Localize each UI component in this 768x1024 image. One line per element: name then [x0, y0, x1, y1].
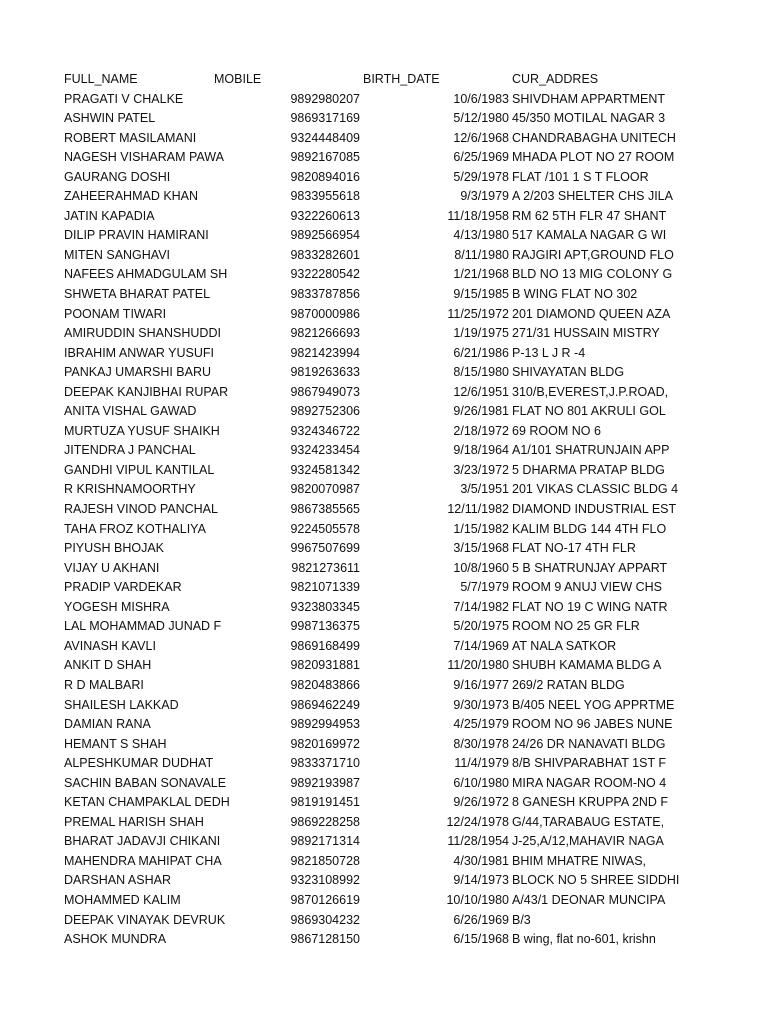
table-row [0, 402, 768, 422]
birth-date-cell: 7/14/1969 [453, 638, 509, 653]
address-cell: 201 VIKAS CLASSIC BLDG 4 [512, 482, 679, 497]
table-row [0, 930, 768, 950]
mobile-cell: 9833371710 [290, 756, 360, 771]
address-cell: 271/31 HUSSAIN MISTRY [512, 326, 660, 341]
full-name-cell: DARSHAN ASHAR [64, 873, 171, 888]
address-cell: AT NALA SATKOR [512, 638, 617, 653]
full-name-cell: RAJESH VINOD PANCHAL [64, 502, 218, 517]
address-cell: A1/101 SHATRUNJAIN APP [512, 443, 670, 458]
mobile-cell: 9833282601 [290, 247, 360, 262]
mobile-cell: 9892994953 [290, 717, 360, 732]
table-row [0, 305, 768, 325]
birth-date-cell: 9/18/1964 [453, 443, 509, 458]
table-row [0, 813, 768, 833]
mobile-cell: 9224505578 [290, 521, 360, 536]
birth-date-cell: 11/20/1980 [447, 658, 509, 673]
table-row [0, 285, 768, 305]
address-cell: BLOCK NO 5 SHREE SIDDHI [512, 873, 680, 888]
full-name-cell: R D MALBARI [64, 677, 144, 692]
address-cell: A 2/203 SHELTER CHS JILA [512, 189, 673, 204]
full-name-cell: ROBERT MASILAMANI [64, 130, 197, 145]
mobile-cell: 9821423994 [290, 345, 360, 360]
table-row [0, 735, 768, 755]
full-name-cell: MITEN SANGHAVI [64, 247, 171, 262]
address-cell: 201 DIAMOND QUEEN AZA [512, 306, 671, 321]
table-row [0, 617, 768, 637]
full-name-cell: JATIN KAPADIA [64, 208, 155, 223]
table-row [0, 871, 768, 891]
table-row [0, 539, 768, 559]
table-row [0, 480, 768, 500]
mobile-cell: 9820894016 [290, 169, 360, 184]
birth-date-cell: 3/15/1968 [453, 541, 509, 556]
address-cell: P-13 L J R -4 [512, 345, 586, 360]
address-cell: SHIVAYATAN BLDG [512, 365, 625, 380]
birth-date-cell: 4/13/1980 [453, 228, 509, 243]
mobile-cell: 9820070987 [290, 482, 360, 497]
full-name-cell: PIYUSH BHOJAK [64, 541, 165, 556]
full-name-cell: PANKAJ UMARSHI BARU [64, 365, 212, 380]
full-name-cell: TAHA FROZ KOTHALIYA [64, 521, 206, 536]
full-name-cell: MAHENDRA MAHIPAT CHA [64, 853, 222, 868]
full-name-cell: AVINASH KAVLI [64, 638, 156, 653]
birth-date-cell: 9/14/1973 [453, 873, 509, 888]
mobile-cell: 9833787856 [290, 287, 360, 302]
birth-date-cell: 3/23/1972 [453, 462, 509, 477]
table-row [0, 656, 768, 676]
address-cell: A/43/1 DEONAR MUNCIPA [512, 892, 666, 907]
table-row [0, 246, 768, 266]
address-cell: B/3 [512, 912, 531, 927]
table-row [0, 676, 768, 696]
mobile-cell: 9324346722 [290, 423, 360, 438]
address-cell: B WING FLAT NO 302 [512, 287, 638, 302]
full-name-cell: ZAHEERAHMAD KHAN [64, 189, 199, 204]
mobile-cell: 9892171314 [290, 834, 360, 849]
full-name-cell: NAGESH VISHARAM PAWA [64, 150, 224, 165]
mobile-cell: 9869317169 [290, 111, 360, 126]
mobile-cell: 9892566954 [290, 228, 360, 243]
birth-date-cell: 8/11/1980 [454, 247, 509, 262]
address-cell: 5 B SHATRUNJAY APPART [512, 560, 668, 575]
full-name-cell: SACHIN BABAN SONAVALE [64, 775, 227, 790]
mobile-cell: 9892193987 [290, 775, 360, 790]
birth-date-cell: 12/6/1951 [453, 384, 509, 399]
birth-date-cell: 9/26/1981 [453, 404, 509, 419]
full-name-cell: MURTUZA YUSUF SHAIKH [64, 423, 220, 438]
mobile-cell: 9323803345 [290, 599, 360, 614]
table-row [0, 168, 768, 188]
birth-date-cell: 3/5/1951 [460, 482, 509, 497]
mobile-cell: 9892980207 [290, 91, 360, 106]
table-row [0, 226, 768, 246]
full-name-cell: MOHAMMED KALIM [64, 892, 181, 907]
birth-date-cell: 6/15/1968 [453, 932, 509, 947]
birth-date-cell: 9/15/1985 [453, 287, 509, 302]
birth-date-cell: 6/21/1986 [453, 345, 509, 360]
header-birth-date: BIRTH_DATE [363, 72, 440, 86]
full-name-cell: YOGESH MISHRA [64, 599, 170, 614]
mobile-cell: 9324581342 [290, 462, 360, 477]
full-name-cell: POONAM TIWARI [64, 306, 167, 321]
address-cell: ROOM NO 25 GR FLR [512, 619, 640, 634]
table-row [0, 148, 768, 168]
table-row [0, 911, 768, 931]
birth-date-cell: 12/24/1978 [446, 814, 509, 829]
mobile-cell: 9967507699 [290, 541, 360, 556]
address-cell: 8 GANESH KRUPPA 2ND F [512, 795, 669, 810]
full-name-cell: ASHWIN PATEL [64, 111, 156, 126]
address-cell: CHANDRABAGHA UNITECH [512, 130, 676, 145]
full-name-cell: DEEPAK KANJIBHAI RUPAR [64, 384, 229, 399]
table-row [0, 754, 768, 774]
table-row [0, 109, 768, 129]
full-name-cell: GAURANG DOSHI [64, 169, 171, 184]
mobile-cell: 9870126619 [290, 892, 360, 907]
full-name-cell: SHAILESH LAKKAD [64, 697, 179, 712]
address-cell: RAJGIRI APT,GROUND FLO [512, 247, 674, 262]
full-name-cell: AMIRUDDIN SHANSHUDDI [64, 326, 221, 341]
birth-date-cell: 10/8/1960 [453, 560, 509, 575]
address-cell: KALIM BLDG 144 4TH FLO [512, 521, 667, 536]
table-row [0, 559, 768, 579]
mobile-cell: 9892752306 [290, 404, 360, 419]
mobile-cell: 9819191451 [290, 795, 360, 810]
birth-date-cell: 12/11/1982 [447, 502, 509, 517]
table-row [0, 129, 768, 149]
table-row [0, 461, 768, 481]
table-header-row [0, 70, 768, 90]
address-cell: SHIVDHAM APPARTMENT [512, 91, 666, 106]
table-row [0, 90, 768, 110]
mobile-cell: 9324233454 [290, 443, 360, 458]
table-row [0, 832, 768, 852]
birth-date-cell: 1/21/1968 [453, 267, 509, 282]
full-name-cell: JITENDRA J PANCHAL [64, 443, 196, 458]
mobile-cell: 9323108992 [290, 873, 360, 888]
address-cell: 8/B SHIVPARABHAT 1ST F [512, 756, 666, 771]
full-name-cell: SHWETA BHARAT PATEL [64, 287, 211, 302]
mobile-cell: 9819263633 [290, 365, 360, 380]
birth-date-cell: 4/30/1981 [453, 853, 509, 868]
mobile-cell: 9867128150 [290, 932, 360, 947]
table-row [0, 715, 768, 735]
mobile-cell: 9820931881 [290, 658, 360, 673]
mobile-cell: 9987136375 [290, 619, 360, 634]
table-row [0, 520, 768, 540]
birth-date-cell: 2/18/1972 [453, 423, 509, 438]
table-row [0, 383, 768, 403]
full-name-cell: PRADIP VARDEKAR [64, 580, 182, 595]
address-cell: DIAMOND INDUSTRIAL EST [512, 502, 677, 517]
birth-date-cell: 6/10/1980 [453, 775, 509, 790]
mobile-cell: 9869462249 [290, 697, 360, 712]
table-row [0, 891, 768, 911]
birth-date-cell: 11/25/1972 [447, 306, 509, 321]
header-cur-address: CUR_ADDRES [512, 72, 599, 86]
full-name-cell: BHARAT JADAVJI CHIKANI [64, 834, 221, 849]
birth-date-cell: 4/25/1979 [453, 717, 509, 732]
mobile-cell: 9322280542 [290, 267, 360, 282]
birth-date-cell: 7/14/1982 [453, 599, 509, 614]
table-row [0, 265, 768, 285]
address-cell: SHUBH KAMAMA BLDG A [512, 658, 662, 673]
birth-date-cell: 11/28/1954 [447, 834, 509, 849]
full-name-cell: GANDHI VIPUL KANTILAL [64, 462, 215, 477]
table-row [0, 637, 768, 657]
address-cell: 45/350 MOTILAL NAGAR 3 [512, 111, 666, 126]
address-cell: MIRA NAGAR ROOM-NO 4 [512, 775, 667, 790]
table-row [0, 422, 768, 442]
full-name-cell: VIJAY U AKHANI [64, 560, 160, 575]
mobile-cell: 9821273611 [291, 560, 360, 575]
mobile-cell: 9821071339 [290, 580, 360, 595]
table-row [0, 344, 768, 364]
birth-date-cell: 5/20/1975 [453, 619, 509, 634]
birth-date-cell: 5/7/1979 [460, 580, 509, 595]
full-name-cell: LAL MOHAMMAD JUNAD F [64, 619, 222, 634]
table-row [0, 852, 768, 872]
birth-date-cell: 8/15/1980 [453, 365, 509, 380]
mobile-cell: 9322260613 [290, 208, 360, 223]
full-name-cell: PREMAL HARISH SHAH [64, 814, 204, 829]
full-name-cell: PRAGATI V CHALKE [64, 91, 184, 106]
birth-date-cell: 11/18/1958 [447, 208, 509, 223]
mobile-cell: 9869168499 [290, 638, 360, 653]
address-cell: 269/2 RATAN BLDG [512, 677, 625, 692]
table-row [0, 441, 768, 461]
full-name-cell: KETAN CHAMPAKLAL DEDH [64, 795, 230, 810]
address-cell: FLAT /101 1 S T FLOOR [512, 169, 649, 184]
full-name-cell: HEMANT S SHAH [64, 736, 167, 751]
address-cell: MHADA PLOT NO 27 ROOM [512, 150, 675, 165]
birth-date-cell: 10/6/1983 [453, 91, 509, 106]
address-cell: 69 ROOM NO 6 [512, 423, 601, 438]
address-cell: FLAT NO 19 C WING NATR [512, 599, 668, 614]
table-row [0, 696, 768, 716]
address-cell: 24/26 DR NANAVATI BLDG [512, 736, 666, 751]
header-mobile: MOBILE [214, 72, 262, 86]
mobile-cell: 9324448409 [290, 130, 360, 145]
mobile-cell: 9820169972 [290, 736, 360, 751]
mobile-cell: 9833955618 [290, 189, 360, 204]
birth-date-cell: 8/30/1978 [453, 736, 509, 751]
full-name-cell: DAMIAN RANA [64, 717, 151, 732]
birth-date-cell: 9/30/1973 [453, 697, 509, 712]
mobile-cell: 9869304232 [290, 912, 360, 927]
address-cell: RM 62 5TH FLR 47 SHANT [512, 208, 667, 223]
mobile-cell: 9820483866 [290, 677, 360, 692]
table-row [0, 207, 768, 227]
address-cell: FLAT NO 801 AKRULI GOL [512, 404, 666, 419]
table-row [0, 774, 768, 794]
birth-date-cell: 5/12/1980 [453, 111, 509, 126]
address-cell: ROOM NO 96 JABES NUNE [512, 717, 673, 732]
address-cell: B wing, flat no-601, krishn [512, 932, 656, 947]
birth-date-cell: 1/19/1975 [453, 326, 509, 341]
table-row [0, 598, 768, 618]
address-cell: B/405 NEEL YOG APPRTME [512, 697, 675, 712]
address-cell: 310/B,EVEREST,J.P.ROAD, [512, 384, 669, 399]
mobile-cell: 9869228258 [290, 814, 360, 829]
table-row [0, 187, 768, 207]
address-cell: J-25,A/12,MAHAVIR NAGA [512, 834, 664, 849]
table-row [0, 793, 768, 813]
birth-date-cell: 12/6/1968 [453, 130, 509, 145]
mobile-cell: 9892167085 [290, 150, 360, 165]
full-name-cell: NAFEES AHMADGULAM SH [64, 267, 228, 282]
birth-date-cell: 6/26/1969 [453, 912, 509, 927]
full-name-cell: DILIP PRAVIN HAMIRANI [64, 228, 209, 243]
birth-date-cell: 9/26/1972 [453, 795, 509, 810]
full-name-cell: DEEPAK VINAYAK DEVRUK [64, 912, 226, 927]
table-row [0, 578, 768, 598]
address-cell: ROOM 9 ANUJ VIEW CHS [512, 580, 663, 595]
table-row [0, 363, 768, 383]
table-row [0, 500, 768, 520]
birth-date-cell: 6/25/1969 [453, 150, 509, 165]
full-name-cell: ASHOK MUNDRA [64, 932, 167, 947]
full-name-cell: R KRISHNAMOORTHY [64, 482, 196, 497]
address-cell: BHIM MHATRE NIWAS, [512, 853, 647, 868]
contact-table [0, 70, 768, 950]
table-body [0, 90, 768, 950]
mobile-cell: 9821266693 [290, 326, 360, 341]
birth-date-cell: 1/15/1982 [453, 521, 509, 536]
mobile-cell: 9870000986 [290, 306, 360, 321]
full-name-cell: ANITA VISHAL GAWAD [64, 404, 197, 419]
address-cell: 5 DHARMA PRATAP BLDG [512, 462, 665, 477]
birth-date-cell: 10/10/1980 [446, 892, 509, 907]
address-cell: BLD NO 13 MIG COLONY G [512, 267, 673, 282]
full-name-cell: IBRAHIM ANWAR YUSUFI [64, 345, 215, 360]
address-cell: 517 KAMALA NAGAR G WI [512, 228, 667, 243]
birth-date-cell: 9/16/1977 [453, 677, 509, 692]
table-row [0, 324, 768, 344]
birth-date-cell: 11/4/1979 [454, 756, 509, 771]
header-full-name: FULL_NAME [64, 72, 138, 86]
full-name-cell: ALPESHKUMAR DUDHAT [64, 756, 214, 771]
birth-date-cell: 5/29/1978 [453, 169, 509, 184]
birth-date-cell: 9/3/1979 [460, 189, 509, 204]
mobile-cell: 9867385565 [290, 502, 360, 517]
mobile-cell: 9821850728 [290, 853, 360, 868]
full-name-cell: ANKIT D SHAH [64, 658, 152, 673]
address-cell: FLAT NO-17 4TH FLR [512, 541, 636, 556]
mobile-cell: 9867949073 [290, 384, 360, 399]
address-cell: G/44,TARABAUG ESTATE, [512, 814, 665, 829]
